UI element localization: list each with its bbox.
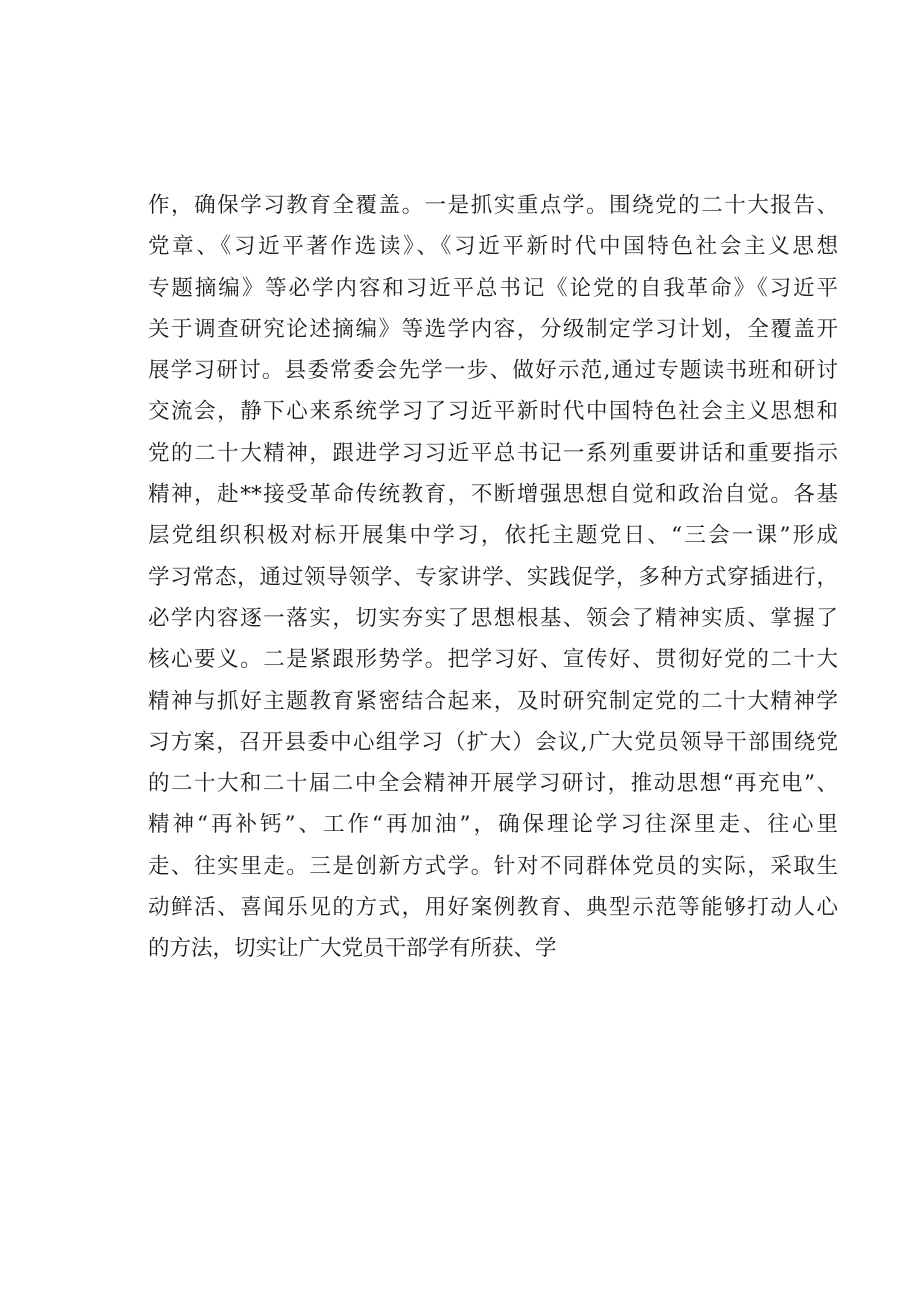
text-line: 动鲜活、喜闻乐见的方式，用好案例教育、典型示范等能够打动人心 — [148, 895, 838, 921]
text-line: 的二十大和二十届二中全会精神开展学习研讨，推动思想“再充电”、 — [148, 771, 838, 797]
body-paragraph — [148, 185, 838, 970]
text-line: 专题摘编》等必学内容和习近平总书记《论党的自我革命》《习近平 — [148, 275, 838, 301]
text-line: 党章、《习近平著作选读》、《习近平新时代中国特色社会主义思想 — [148, 234, 838, 260]
text-line: 层党组织积极对标开展集中学习，依托主题党日、“三会一课”形成 — [148, 523, 838, 549]
text-line: 必学内容逐一落实，切实夯实了思想根基、领会了精神实质、掌握了 — [148, 605, 838, 631]
text-line: 习方案，召开县委中心组学习（扩大）会议,广大党员领导干部围绕党 — [148, 729, 838, 755]
text-line-last: 的方法，切实让广大党员干部学有所获、学 — [148, 936, 557, 962]
text-line: 精神，赴**接受革命传统教育，不断增强思想自觉和政治自觉。各基 — [148, 482, 838, 508]
text-line: 精神与抓好主题教育紧密结合起来，及时研究制定党的二十大精神学 — [148, 688, 838, 714]
text-line: 核心要义。二是紧跟形势学。把学习好、宣传好、贯彻好党的二十大 — [148, 647, 838, 673]
text-line: 关于调查研究论述摘编》等选学内容，分级制定学习计划，全覆盖开 — [148, 316, 838, 342]
text-line: 交流会，静下心来系统学习了习近平新时代中国特色社会主义思想和 — [148, 399, 838, 425]
text-line: 展学习研讨。县委常委会先学一步、做好示范,通过专题读书班和研讨 — [148, 358, 838, 384]
text-line: 党的二十大精神，跟进学习习近平总书记一系列重要讲话和重要指示 — [148, 440, 838, 466]
text-line: 学习常态，通过领导领学、专家讲学、实践促学，多种方式穿插进行， — [148, 564, 838, 590]
text-line: 精神“再补钙”、工作“再加油”，确保理论学习往深里走、往心里 — [148, 812, 838, 838]
text-line: 走、往实里走。三是创新方式学。针对不同群体党员的实际，采取生 — [148, 853, 838, 879]
text-line: 作，确保学习教育全覆盖。一是抓实重点学。围绕党的二十大报告、 — [148, 193, 838, 218]
